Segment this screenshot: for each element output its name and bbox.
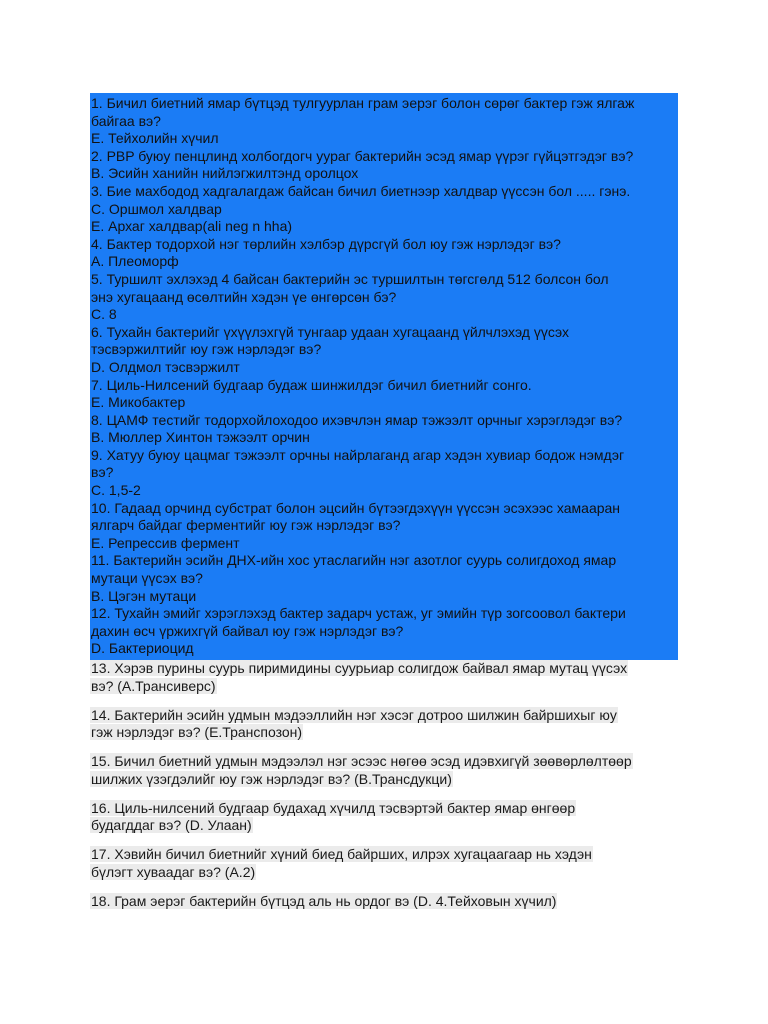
selected-line: 7. Циль-Нилсений будгаар будаж шинжилдэг бичил биетнийг сонго.: [91, 376, 532, 393]
selected-line: 1. Бичил биетний ямар бүтцэд тулгуурлан грам эерэг болон сөрөг бактер гэж ялгаж: [91, 95, 635, 111]
question-line-wrap: [90, 707, 678, 725]
selected-line: E. Архаг халдвар(ali neg n hha): [91, 218, 293, 235]
question-paragraph: [90, 660, 678, 695]
selected-line: 11. Бактерийн эсийн ДНХ-ийн хос утаслагийн нэг азотлог суурь солигдоход ямар: [91, 552, 617, 569]
selected-line: B. Мюллер Хинтон тэжээлт орчин: [91, 429, 310, 446]
selected-line: C. 1,5-2: [91, 482, 141, 499]
question-line-wrap: [90, 846, 678, 864]
selected-line: байгаа вэ?: [91, 112, 161, 129]
question-line: вэ? (A.Трансиверс): [91, 677, 216, 694]
question-line: будагддаг вэ? (D. Улаан): [91, 817, 252, 833]
question-paragraph: [90, 893, 678, 911]
question-line-wrap: [90, 800, 678, 818]
selected-line: D. Бактериоцид: [91, 640, 194, 657]
selected-line: энэ хугацаанд өсөлтийн хэдэн үе өнгөрсөн бэ?: [91, 288, 397, 305]
question-list: [90, 660, 678, 910]
question-line-wrap: [90, 724, 678, 742]
question-paragraph: [90, 753, 678, 788]
selected-line: C. 8: [91, 306, 117, 323]
selected-line: 3. Бие махбодод хадгалагдаж байсан бичил биетнээр халдвар үүссэн бол ..... гэнэ.: [91, 182, 631, 199]
question-line: 15. Бичил биетний удмын мэдээлэл нэг эсээс нөгөө эсэд идэвхигүй зөөвөрлөлтөөр: [91, 753, 632, 769]
selected-line: E. Микобактер: [91, 394, 186, 411]
selected-line: E. Тейхолийн хүчил: [91, 130, 219, 147]
document-body: [90, 93, 678, 922]
question-paragraph: [90, 800, 678, 835]
selected-line: 9. Хатуу буюу цацмаг тэжээлт орчны найрлаганд агар хэдэн хувиар бодож нэмдэг: [91, 446, 625, 463]
selected-line: 6. Тухайн бактерийг үхүүлэхгүй тунгаар удаан хугацаанд үйлчлэхэд үүсэх: [91, 323, 569, 340]
selected-line: 12. Тухайн эмийг хэрэглэхэд бактер задарч устаж, уг эмийн түр зогсоовол бактери: [91, 605, 626, 622]
question-line-wrap: [90, 864, 678, 882]
selected-text-block[interactable]: [90, 93, 678, 660]
question-line-wrap: [90, 771, 678, 789]
question-line-wrap: [90, 660, 678, 678]
question-line: 17. Хэвийн бичил биетнийг хүний биед байрших, илрэх хугацаагаар нь хэдэн: [91, 846, 592, 862]
selected-line: тэсвэржилтийг юу гэж нэрлэдэг вэ?: [91, 341, 322, 358]
question-line-wrap: [90, 753, 678, 771]
selected-line: A. Плеоморф: [91, 253, 179, 270]
selected-line: дахин өсч үржихгүй байвал юу гэж нэрлэдэг вэ?: [91, 622, 404, 639]
question-line: 13. Хэрэв пурины суурь пиримидины суурьиар солигдож байвал ямар мутац үүсэх: [91, 660, 628, 676]
selected-line: 4. Бактер тодорхой нэг төрлийн хэлбэр дүрсгүй бол юу гэж нэрлэдэг вэ?: [91, 235, 561, 252]
question-line: гэж нэрлэдэг вэ? (E.Транспозон): [91, 724, 303, 740]
question-line: шилжих үзэгдэлийг юу гэж нэрлэдэг вэ? (B.Трансдукци): [91, 770, 452, 787]
question-paragraph: [90, 707, 678, 742]
question-line-wrap: [90, 893, 678, 911]
question-line: 16. Циль-нилсений будгаар будахад хүчилд тэсвэртэй бактер ямар өнгөөр: [91, 799, 576, 816]
question-line-wrap: [90, 678, 678, 696]
selected-line: вэ?: [91, 464, 114, 481]
selected-line: B. Эсийн ханийн нийлэгжилтэнд оролцох: [91, 165, 359, 182]
question-line: 18. Грам эерэг бактерийн бүтцэд аль нь ордог вэ (D. 4.Тейховын хүчил): [91, 892, 557, 909]
selected-line: C. Оршмол халдвар: [91, 200, 222, 217]
selected-line: 2. PBP буюу пенцлинд холбогдогч уураг бактерийн эсэд ямар үүрэг гүйцэтгэдэг вэ?: [91, 147, 634, 164]
question-line: бүлэгт хуваадаг вэ? (A.2): [91, 863, 256, 880]
question-line-wrap: [90, 817, 678, 835]
question-line: 14. Бактерийн эсийн удмын мэдээллийн нэг хэсэг дотроо шилжин байршихыг юу: [91, 706, 617, 723]
selected-line: B. Цэгэн мутаци: [91, 587, 197, 604]
selected-line: E. Репрессив фермент: [91, 534, 240, 551]
selected-line: 8. ЦАМФ тестийг тодорхойлоходоо ихэвчлэн ямар тэжээлт орчныг хэрэглэдэг вэ?: [91, 411, 623, 428]
question-paragraph: [90, 846, 678, 881]
selected-line: ялгарч байдаг ферментийг юу гэж нэрлэдэг вэ?: [91, 517, 401, 534]
selected-line: 10. Гадаад орчинд субстрат болон эцсийн бүтээгдэхүүн үүссэн эсэхээс хамааран: [91, 499, 621, 516]
selected-line: D. Олдмол тэсвэржилт: [91, 358, 240, 375]
selected-line: мутаци үүсэх вэ?: [91, 570, 203, 587]
selected-line: 5. Туршилт эхлэхэд 4 байсан бактерийн эс туршилтын төгсгөлд 512 болсон бол: [91, 270, 609, 287]
